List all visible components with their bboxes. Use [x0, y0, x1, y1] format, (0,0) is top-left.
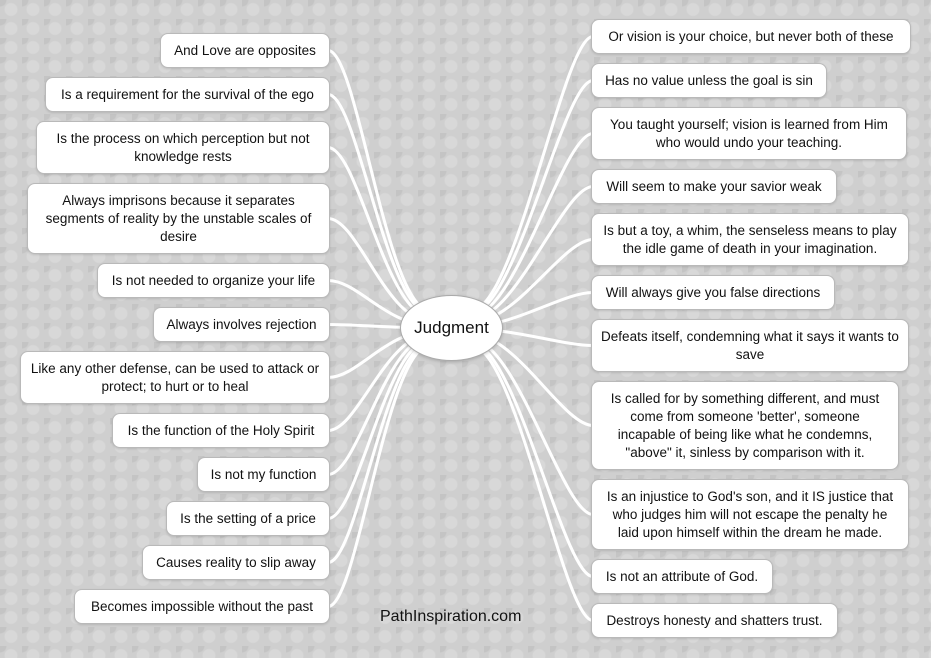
left-link-1 — [328, 51, 431, 312]
site-watermark: PathInspiration.com — [380, 608, 522, 625]
left-branch-10[interactable]: Is the setting of a price — [166, 501, 330, 536]
left-branch-6[interactable]: Always involves rejection — [153, 307, 330, 342]
right-branch-3[interactable]: You taught yourself; vision is learned from Him who would undo your teaching. — [591, 107, 907, 160]
right-branch-8[interactable]: Is called for by something different, and must come from someone 'better', someone incapable of being like what he condemns, "above" it, sinless by comparison with it. — [591, 381, 899, 470]
left-link-3 — [328, 148, 431, 318]
left-branch-3[interactable]: Is the process on which perception but not knowledge rests — [36, 121, 330, 174]
right-branch-4[interactable]: Will seem to make your savior weak — [591, 169, 837, 204]
right-branch-9[interactable]: Is an injustice to God's son, and it IS justice that who judges him will not escape the penalty he laid upon himself within the dream he made. — [591, 479, 909, 550]
left-link-10 — [328, 339, 431, 518]
left-branch-2[interactable]: Is a requirement for the survival of the ego — [45, 77, 330, 112]
right-branch-7[interactable]: Defeats itself, condemning what it says it wants to save — [591, 319, 909, 372]
right-link-10 — [471, 343, 593, 577]
right-branch-1[interactable]: Or vision is your choice, but never both of these — [591, 19, 911, 54]
right-branch-10[interactable]: Is not an attribute of God. — [591, 559, 773, 594]
right-branch-6[interactable]: Will always give you false directions — [591, 275, 835, 310]
left-branch-7[interactable]: Like any other defense, can be used to attack or protect; to hurt or to heal — [20, 351, 330, 404]
right-branch-5[interactable]: Is but a toy, a whim, the senseless means to play the idle game of death in your imagination. — [591, 213, 909, 266]
left-branch-5[interactable]: Is not needed to organize your life — [97, 263, 330, 298]
left-branch-8[interactable]: Is the function of the Holy Spirit — [112, 413, 330, 448]
right-link-3 — [471, 134, 593, 317]
left-branch-4[interactable]: Always imprisons because it separates segments of reality by the unstable scales of desire — [27, 183, 330, 254]
central-topic[interactable]: Judgment — [400, 295, 503, 361]
right-branch-11[interactable]: Destroys honesty and shatters trust. — [591, 603, 838, 638]
right-link-9 — [471, 339, 593, 514]
left-branch-9[interactable]: Is not my function — [197, 457, 330, 492]
right-link-1 — [471, 37, 593, 311]
right-branch-2[interactable]: Has no value unless the goal is sin — [591, 63, 827, 98]
left-link-12 — [328, 345, 431, 607]
left-branch-1[interactable]: And Love are opposites — [160, 33, 330, 68]
right-link-11 — [471, 346, 593, 621]
left-branch-12[interactable]: Becomes impossible without the past — [74, 589, 330, 624]
left-branch-11[interactable]: Causes reality to slip away — [142, 545, 330, 580]
